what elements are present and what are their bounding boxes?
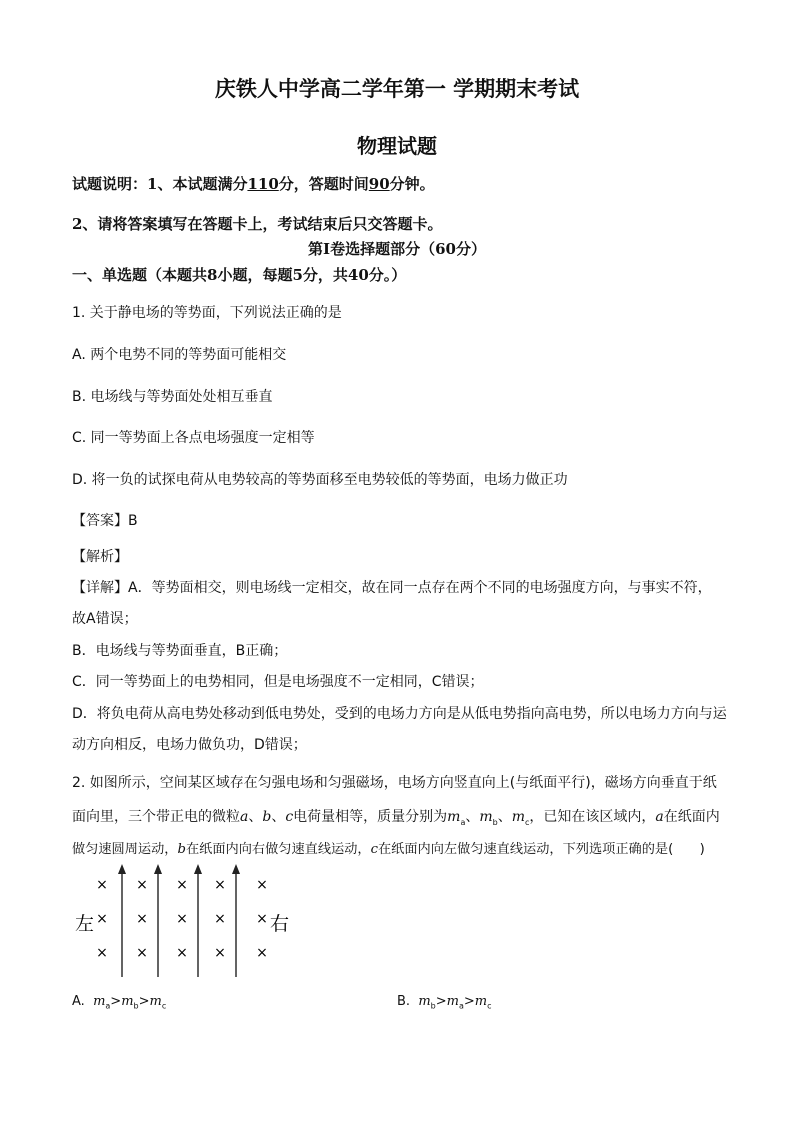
gt: > xyxy=(463,994,475,1009)
var-b: b xyxy=(262,809,272,825)
q1-detail-line: 故A错误； xyxy=(72,611,138,627)
var-m: m xyxy=(121,994,134,1009)
arrowhead-icon xyxy=(194,864,202,874)
option-label: B. xyxy=(397,994,411,1009)
arrowhead-icon xyxy=(154,864,162,874)
cross-icon: × xyxy=(96,911,108,927)
exam-time: 90 xyxy=(368,175,390,193)
q2-stem-line-1: 2. 如图所示，空间某区域存在匀强电场和匀强磁场，电场方向竖直向上(与纸面平行)，磁场方向垂直于纸 xyxy=(72,775,717,791)
sub-c: c xyxy=(161,1001,167,1011)
cross-icon: × xyxy=(136,877,148,893)
section-heading: 一、单选题（本题共8小题，每题5分，共40分。） xyxy=(72,266,407,284)
var-m: m xyxy=(479,809,493,825)
text: 在纸面内向左做匀速直线运动，下列选项正确的是( ) xyxy=(377,842,705,857)
gt: > xyxy=(110,994,122,1009)
sub-b: b xyxy=(492,817,498,827)
left-label: 左 xyxy=(75,913,95,935)
var-a: a xyxy=(240,809,249,825)
cross-icon: × xyxy=(256,911,268,927)
var-m: m xyxy=(446,994,459,1009)
q1-detail-line: 动方向相反，电场力做负功，D错误； xyxy=(72,737,307,753)
cross-icon: × xyxy=(256,877,268,893)
instructions-line-2: 2、请将答案填写在答题卡上，考试结束后只交答题卡。 xyxy=(72,215,443,233)
sub-b: b xyxy=(133,1001,139,1011)
var-b: b xyxy=(177,842,186,857)
text: 做匀速圆周运动， xyxy=(72,842,178,857)
sep: 、 xyxy=(465,809,480,825)
arrowhead-icon xyxy=(232,864,240,874)
cross-icon: × xyxy=(176,911,188,927)
q1-answer: 【答案】B xyxy=(72,513,138,529)
instructions-line-1 xyxy=(72,173,435,194)
var-a: a xyxy=(655,809,664,825)
text: 面向里，三个带正电的微粒 xyxy=(72,809,240,825)
var-c: c xyxy=(285,809,294,825)
cross-icon: × xyxy=(214,877,226,893)
q1-stem: 1. 关于静电场的等势面，下列说法正确的是 xyxy=(72,305,342,321)
subject-title: 物理试题 xyxy=(357,134,437,158)
full-score: 110 xyxy=(247,175,279,193)
sub-c: c xyxy=(525,817,530,827)
right-label: 右 xyxy=(270,913,290,935)
q1-option-c: C. 同一等势面上各点电场强度一定相等 xyxy=(72,430,315,446)
instructions-prefix: 试题说明：1、本试题满分 xyxy=(72,175,248,193)
cross-icon: × xyxy=(96,945,108,961)
cross-icon: × xyxy=(256,945,268,961)
text: 电荷量相等，质量分别为 xyxy=(293,809,448,825)
sep: 、 xyxy=(248,809,263,825)
q1-option-a: A. 两个电势不同的等势面可能相交 xyxy=(72,347,287,363)
text: 在纸面内向右做匀速直线运动， xyxy=(185,842,371,857)
sep: 、 xyxy=(271,809,286,825)
gt: > xyxy=(138,994,150,1009)
gt: > xyxy=(435,994,447,1009)
sep: 、 xyxy=(497,809,512,825)
q2-stem-line-3 xyxy=(72,838,705,857)
q1-detail-line: C．同一等势面上的电势相同，但是电场强度不一定相同，C错误； xyxy=(72,674,484,690)
cross-icon: × xyxy=(176,877,188,893)
var-m: m xyxy=(511,809,525,825)
q1-option-b: B. 电场线与等势面处处相互垂直 xyxy=(72,389,273,405)
cross-icon: × xyxy=(176,945,188,961)
q1-detail-line: 【详解】A．等势面相交，则电场线一定相交，故在同一点存在两个不同的电场强度方向，与事实不符， xyxy=(72,580,712,596)
option-label: A. xyxy=(72,994,85,1009)
q1-detail-line: B．电场线与等势面垂直，B正确； xyxy=(72,643,288,659)
arrowhead-icon xyxy=(118,864,126,874)
sub-a: a xyxy=(458,1001,464,1011)
var-m: m xyxy=(149,994,162,1009)
sub-c: c xyxy=(487,1001,492,1011)
instructions-mid: 分，答题时间 xyxy=(278,175,369,193)
q1-analysis-label: 【解析】 xyxy=(72,549,128,565)
q2-option-a xyxy=(72,994,166,1011)
sub-a: a xyxy=(105,1001,111,1011)
q2-option-b xyxy=(397,994,492,1011)
var-c: c xyxy=(370,842,378,857)
text: ，已知在该区域内， xyxy=(529,809,656,825)
q2-stem-line-2 xyxy=(72,806,720,827)
var-m: m xyxy=(418,994,431,1009)
cross-icon: × xyxy=(214,911,226,927)
instructions-suffix: 分钟。 xyxy=(389,175,435,193)
cross-icon: × xyxy=(136,945,148,961)
cross-icon: × xyxy=(96,877,108,893)
sub-b: b xyxy=(430,1001,436,1011)
field-diagram xyxy=(70,862,300,982)
q1-detail-line: D．将负电荷从高电势处移动到低电势处，受到的电场力方向是从低电势指向高电势，所以电场力方向与运 xyxy=(72,706,727,722)
sub-a: a xyxy=(460,817,466,827)
var-m: m xyxy=(474,994,488,1009)
var-m: m xyxy=(447,809,461,825)
q1-option-d: D. 将一负的试探电荷从电势较高的等势面移至电势较低的等势面，电场力做正功 xyxy=(72,472,568,488)
var-m: m xyxy=(93,994,106,1009)
text: 在纸面内 xyxy=(663,809,720,825)
exam-title: 庆铁人中学高二学年第一 学期期末考试 xyxy=(214,76,580,101)
cross-icon: × xyxy=(214,945,226,961)
cross-icon: × xyxy=(136,911,148,927)
part-title: 第Ⅰ卷选择题部分（60分） xyxy=(308,240,486,258)
